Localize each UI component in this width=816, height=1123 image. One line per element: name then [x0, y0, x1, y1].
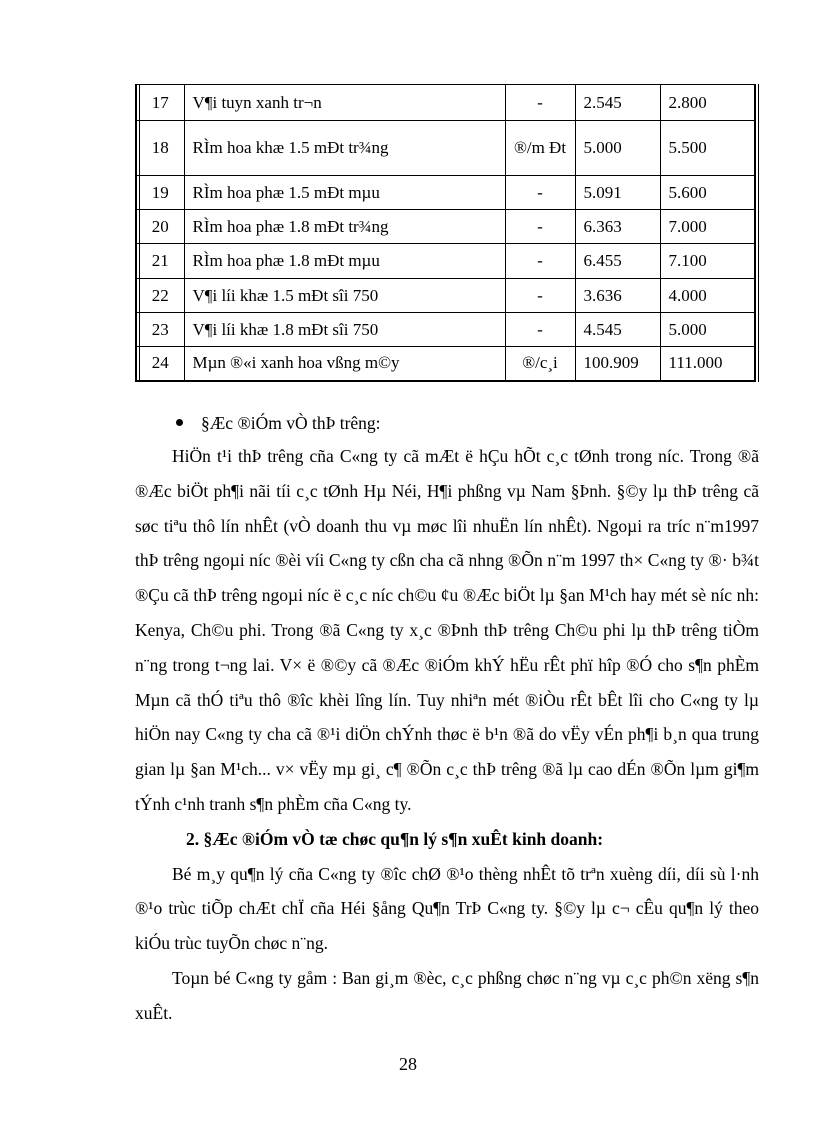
row-number: 20: [136, 210, 184, 244]
item-price-1: 5.091: [575, 176, 660, 210]
price-table-container: [135, 84, 758, 382]
row-number: 23: [136, 313, 184, 347]
item-unit: ®/c¸i: [505, 347, 575, 381]
item-price-2: 5.600: [660, 176, 755, 210]
row-number: 18: [136, 121, 184, 176]
item-unit: ®/m Ðt: [505, 121, 575, 176]
item-price-1: 100.909: [575, 347, 660, 381]
table-row: [136, 85, 755, 121]
row-number: 22: [136, 279, 184, 313]
item-unit: -: [505, 176, 575, 210]
table-row: [136, 279, 755, 313]
table-row: [136, 210, 755, 244]
table-row: [136, 176, 755, 210]
item-name: V¶i tuyn xanh tr¬n: [184, 85, 505, 121]
item-unit: -: [505, 85, 575, 121]
item-name: Mµn ®«i xanh hoa vßng m©y: [184, 347, 505, 381]
item-unit: -: [505, 210, 575, 244]
bullet-heading-text: §Æc ®iÓm vÒ thÞ trêng:: [201, 413, 381, 433]
item-unit: -: [505, 244, 575, 279]
item-price-2: 5.000: [660, 313, 755, 347]
item-price-1: 2.545: [575, 85, 660, 121]
price-table: [135, 84, 756, 382]
table-row: [136, 313, 755, 347]
paragraph-market: HiÖn t¹i thÞ trêng cña C«ng ty cã mÆt ë hÇu hÕt c¸c tØnh trong níc. Trong ®ã ®Æc biÖt ph¶i nãi tíi c¸c tØnh Hµ Néi, H¶i phßng vµ Nam §Þnh. §©y lµ thÞ trêng cã søc tiªu thô lín nhÊt (vÒ doanh thu vµ møc lîi nhuËn lín nhÊt). Ngoµi ra tríc n¨m1997 thÞ trêng ngoµi níc ®èi víi C«ng ty cßn cha cã nhng ®Õn n¨m 1997 th× C«ng ty ®· b¾t ®Çu cã thÞ trêng ngoµi níc ë c¸c níc ch©u ¢u ®Æc biÖt lµ §an M¹ch hay mét sè níc nh: Kenya, Ch©u phi. Trong ®ã C«ng ty x¸c ®Þnh thÞ trêng Ch©u phi lµ thÞ trêng tiÒm n¨ng trong t¬ng lai. V× ë ®©y cã ®Æc ®iÓm khÝ hËu rÊt phï hîp ®Ó cho s¶n phÈm Mµn cã thÓ tiªu thô ®îc khèi lîng lín. Tuy nhiªn mét ®iÒu rÊt bÊt lîi cho C«ng ty lµ hiÖn nay C«ng ty cha cã ®¹i diÖn chÝnh thøc ë b¹n ®ã do vËy vÉn ph¶i b¸n qua trung gian lµ §an M¹ch... v× vËy mµ gi¸ c¶ ®Õn c¸c thÞ trêng ®ã lµ cao dÉn ®Õn lµm gi¶m tÝnh c¹nh tranh s¶n phÈm cña C«ng ty.: [135, 446, 759, 814]
item-price-2: 5.500: [660, 121, 755, 176]
item-name: RÌm hoa khæ 1.5 mÐt tr¾ng: [184, 121, 505, 176]
table-double-border-right-outer: [758, 84, 759, 382]
paragraph-management: Bé m¸y qu¶n lý cña C«ng ty ®îc chØ ®¹o thèng nhÊt tõ trªn xuèng díi, díi sù l·nh ®¹o trùc tiÕp chÆt chÏ cña Héi §ång Qu¶n TrÞ C«ng ty. §©y lµ c¬ cÊu qu¶n lý theo kiÓu trùc tuyÕn chøc n¨ng.: [135, 863, 759, 954]
bullet-heading: [176, 413, 381, 434]
item-price-1: 3.636: [575, 279, 660, 313]
item-price-2: 2.800: [660, 85, 755, 121]
paragraph-structure: Toµn bé C«ng ty gåm : Ban gi¸m ®èc, c¸c phßng chøc n¨ng vµ c¸c ph©n xëng s¶n xuÊt.: [135, 967, 759, 1023]
item-name: RÌm hoa phæ 1.5 mÐt mµu: [184, 176, 505, 210]
item-name: V¶i líi khæ 1.5 mÐt sîi 750: [184, 279, 505, 313]
row-number: 21: [136, 244, 184, 279]
row-number: 19: [136, 176, 184, 210]
row-number: 24: [136, 347, 184, 381]
table-row: [136, 244, 755, 279]
item-unit: -: [505, 279, 575, 313]
item-price-1: 6.363: [575, 210, 660, 244]
table-row: [136, 347, 755, 381]
item-price-2: 7.000: [660, 210, 755, 244]
item-price-2: 111.000: [660, 347, 755, 381]
item-name: RÌm hoa phæ 1.8 mÐt tr¾ng: [184, 210, 505, 244]
section-heading-2: 2. §Æc ®iÓm vÒ tæ chøc qu¶n lý s¶n xuÊt kinh doanh:: [186, 828, 604, 849]
table-double-border-right-inner: [754, 84, 755, 382]
row-number: 17: [136, 85, 184, 121]
item-price-2: 7.100: [660, 244, 755, 279]
item-price-1: 5.000: [575, 121, 660, 176]
body-text: [135, 439, 759, 1031]
page-number: 28: [399, 1054, 417, 1074]
item-name: RÌm hoa phæ 1.8 mÐt mµu: [184, 244, 505, 279]
table-double-border-left: [139, 84, 140, 380]
table-row: [136, 121, 755, 176]
item-price-1: 4.545: [575, 313, 660, 347]
item-price-1: 6.455: [575, 244, 660, 279]
bullet-dot-icon: [176, 419, 183, 426]
item-unit: -: [505, 313, 575, 347]
item-price-2: 4.000: [660, 279, 755, 313]
item-name: V¶i líi khæ 1.8 mÐt sîi 750: [184, 313, 505, 347]
